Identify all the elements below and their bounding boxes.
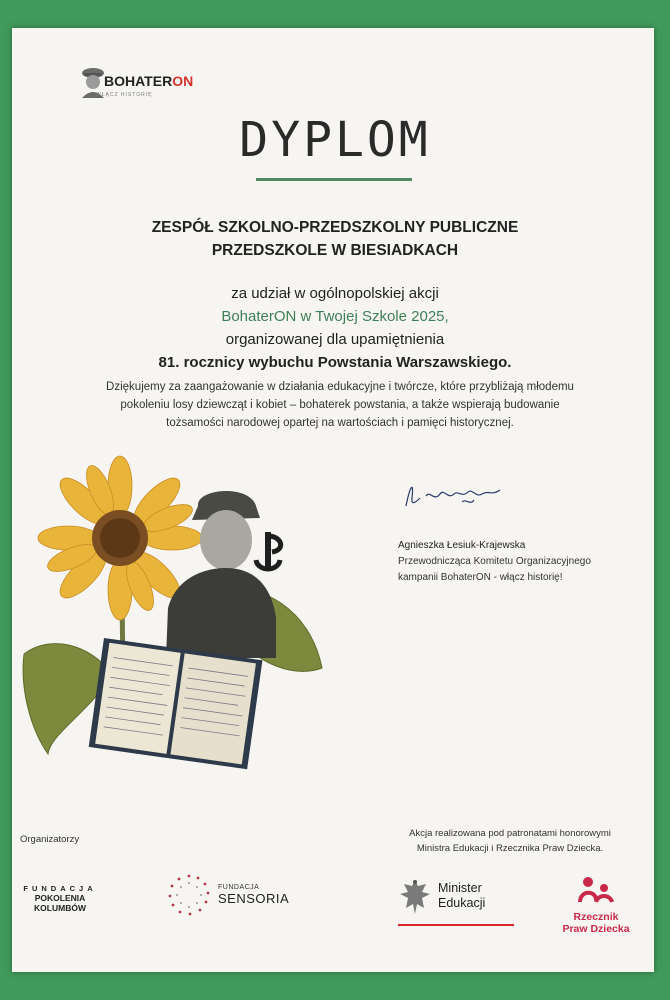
logo-text: BOHATERON bbox=[104, 73, 194, 89]
organizers-label: Organizatorzy bbox=[20, 834, 80, 845]
thanks-paragraph: Dziękujemy za zaangażowanie w działania edukacyjne i twórcze, które przybliżają młodemu pokoleniu losy dziewcząt i kobiet – bohaterek powstania, a także wspierają budowanie tożsamości narodowej opartej na wartościach i pamięci historycznej. bbox=[106, 381, 574, 429]
minister-edukacji-logo: Minister Edukacji bbox=[398, 876, 485, 916]
handwritten-signature bbox=[400, 476, 520, 516]
fundacja-pokolenia-kolumbow-logo: FUNDACJA POKOLENIA KOLUMBÓW bbox=[23, 884, 97, 913]
kotwica-symbol-icon bbox=[256, 532, 281, 570]
diploma-title: DYPLOM bbox=[239, 112, 431, 168]
sensoria-ring-icon bbox=[166, 872, 212, 918]
diploma-illustration bbox=[20, 448, 340, 808]
signer-name: Agnieszka Łesiuk-Krajewska bbox=[398, 540, 526, 551]
award-text: za udział w ogólnopolskiej akcji BohaterON w Twojej Szkole 2025, organizowanej dla upamiętnienia 81. rocznicy wybuchu Powstania Warszawskiego. bbox=[0, 282, 670, 374]
title-underline bbox=[256, 178, 412, 181]
rzecznik-praw-dziecka-logo: Rzecznik Praw Dziecka bbox=[554, 874, 638, 935]
campaign-name: BohaterON w Twojej Szkole 2025, bbox=[221, 308, 449, 325]
logo-subtitle: WŁĄCZ HISTORIĘ bbox=[96, 92, 153, 98]
patronage-note: Akcja realizowana pod patronatami honorowymi Ministra Edukacji i Rzecznika Praw Dziecka. bbox=[409, 828, 611, 854]
fundacja-sensoria-logo: FUNDACJA SENSORIA bbox=[166, 872, 289, 918]
rpd-logo-icon bbox=[576, 874, 616, 906]
signer-block: Agnieszka Łesiuk-Krajewska Przewodnicząca Komitetu Organizacyjnego kampanii BohaterON - włącz historię! bbox=[398, 540, 591, 583]
eagle-emblem-icon bbox=[398, 876, 432, 916]
notebook-illustration bbox=[89, 638, 263, 769]
school-name: ZESPÓŁ SZKOLNO-PRZEDSZKOLNY PUBLICZNE PRZEDSZKOLE W BIESIADKACH bbox=[151, 219, 519, 259]
minister-red-bar bbox=[398, 924, 514, 926]
